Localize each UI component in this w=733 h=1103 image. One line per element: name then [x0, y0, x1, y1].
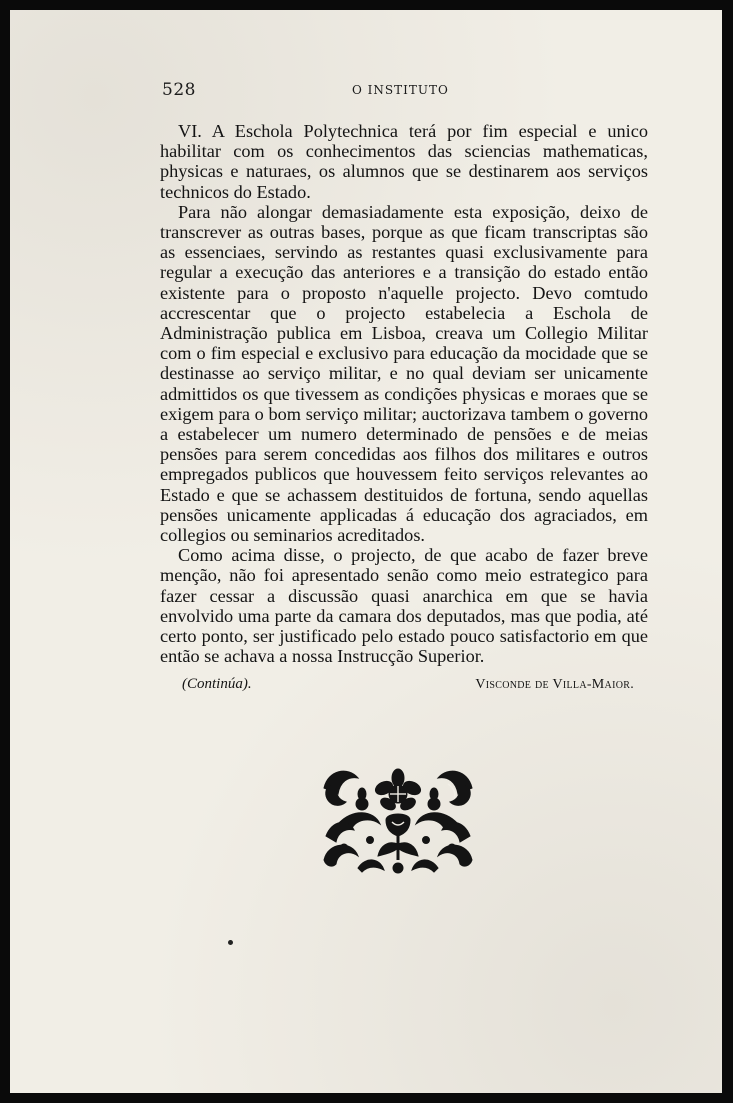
journal-title: O INSTITUTO: [352, 83, 449, 97]
paragraph-exposition: Para não alongar demasiadamente esta exposição, deixo de transcrever as outras bases, porque as que ficam transcriptas são as essenciaes, servindo as restantes quasi exclusivamente para regular a execução das anteriores e a transição do estado então existente para o proposto n'aquelle projecto. Devo comtudo accrescentar que o projecto estabelecia a Eschola de Administração publica em Lisboa, creava um Collegio Militar com o fim especial e exclusivo para educação da mocidade que se destinasse ao serviço militar, e no qual deviam ser unicamente admittidos os que tivessem as condições physicas e moraes que se exigem para o bom serviço militar; auctorizava tambem o governo a estabelecer um numero determinado de pensões e de meias pensões para serem concedidas aos filhos dos militares e outros empregados publicos que houvessem feito serviços relevantes ao Estado e que se achassem destituidos de fortuna, sendo aquellas pensões unicamente applicadas á educação dos agraciados, em collegios ou seminarios acreditados.: [160, 201, 648, 546]
running-head: [162, 80, 646, 104]
author-signature: Visconde de Villa-Maior.: [475, 677, 634, 692]
signature-line: [182, 676, 634, 698]
book-page: [10, 10, 722, 1093]
continuation-note: (Continúa).: [182, 676, 252, 692]
article-body: [160, 121, 648, 666]
ink-speck: [228, 940, 233, 945]
page-number: 528: [162, 80, 196, 100]
floral-tailpiece-icon: [318, 764, 478, 876]
paragraph-polytechnic: VI. A Eschola Polytechnica terá por fim especial e unico habilitar com os conhecimentos das sciencias mathematicas, physicas e naturaes, os alumnos que se destinarem aos serviços technicos do Estado.: [160, 121, 648, 202]
paragraph-conclusion: Como acima disse, o projecto, de que acabo de fazer breve menção, não foi apresentado senão como meio estrategico para fazer cessar a discussão quasi anarchica em que se havia envolvido uma parte da camara dos deputados, mas que podia, até certo ponto, ser justificado pelo estado pouco satisfactorio em que então se achava a nossa Instrucção Superior.: [160, 545, 648, 667]
